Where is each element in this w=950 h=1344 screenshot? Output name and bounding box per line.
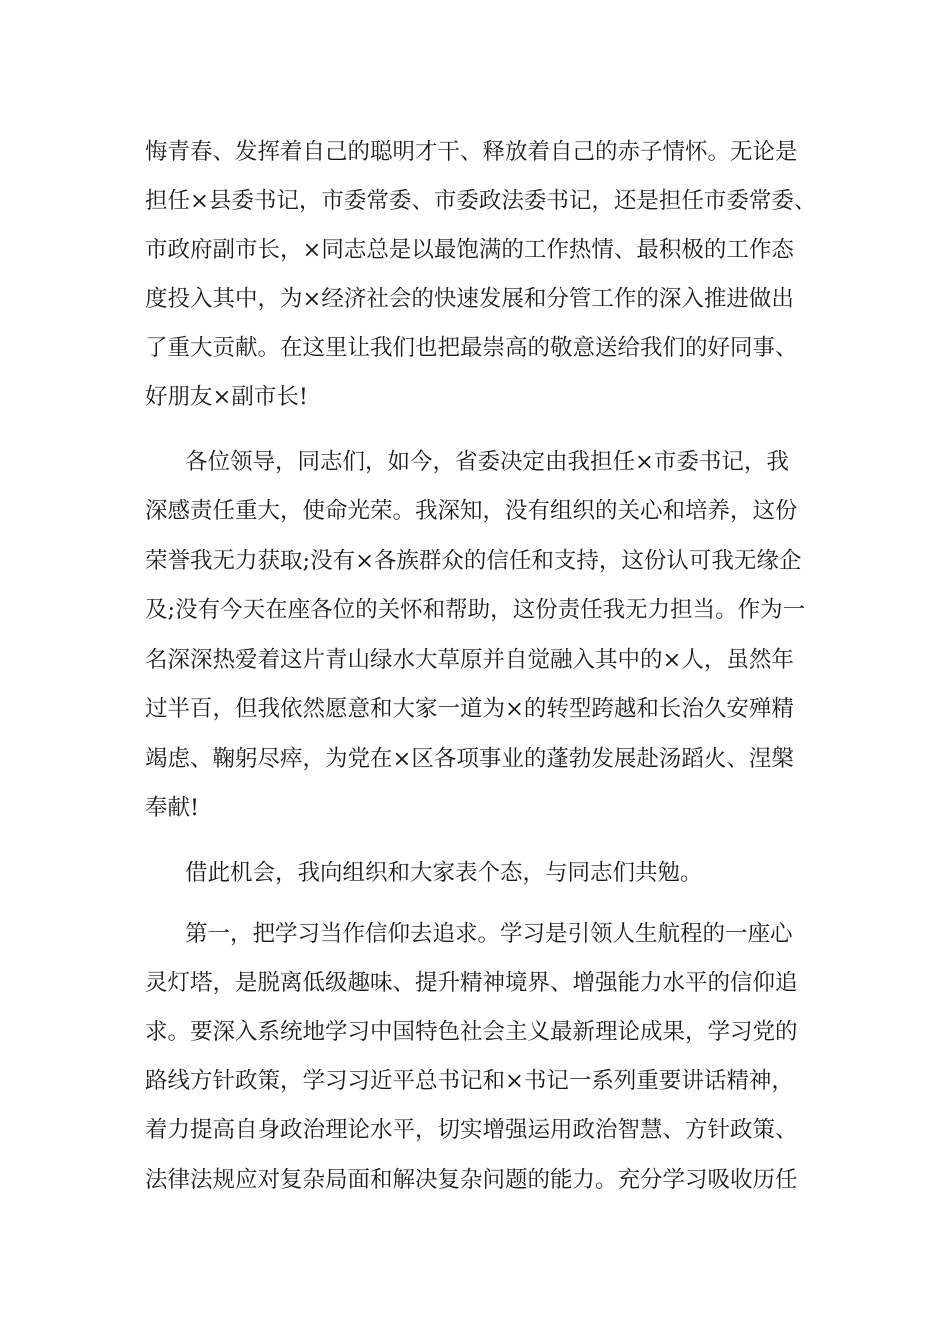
text-line-19: 路线方针政策，学习习近平总书记和×书记一系列重要讲话精神， <box>145 1068 794 1094</box>
text-line-4: 度投入其中，为×经济社会的快速发展和分管工作的深入推进做出 <box>145 286 794 312</box>
text-line-1: 悔青春、发挥着自己的聪明才干、释放着自己的赤子情怀。无论是 <box>145 139 798 165</box>
text-line-14: 奉献! <box>145 795 200 821</box>
text-line-17: 灵灯塔，是脱离低级趣味、提升精神境界、增强能力水平的信仰追 <box>145 970 798 996</box>
text-line-16: 第一，把学习当作信仰去追求。学习是引领人生航程的一座心 <box>185 921 793 947</box>
text-line-9: 荣誉我无力获取;没有×各族群众的信任和支持，这份认可我无缘企 <box>145 548 802 574</box>
text-line-21: 法律法规应对复杂局面和解决复杂问题的能力。充分学习吸收历任 <box>145 1167 798 1193</box>
text-line-8: 深感责任重大，使命光荣。我深知，没有组织的关心和培养，这份 <box>145 498 798 524</box>
text-line-18: 求。要深入系统地学习中国特色社会主义最新理论成果，学习党的 <box>145 1019 798 1045</box>
text-line-13: 竭虑、鞠躬尽瘁，为党在×区各项事业的蓬勃发展赴汤蹈火、涅槃 <box>145 746 794 772</box>
text-line-20: 着力提高自身政治理论水平，切实增强运用政治智慧、方针政策、 <box>145 1117 798 1143</box>
text-line-12: 过半百，但我依然愿意和大家一道为×的转型跨越和长治久安殚精 <box>145 696 794 722</box>
text-line-5: 了重大贡献。在这里让我们也把最崇高的敬意送给我们的好同事、 <box>145 335 798 361</box>
text-line-10: 及;没有今天在座各位的关怀和帮助，这份责任我无力担当。作为一 <box>145 597 806 623</box>
text-line-15: 借此机会，我向组织和大家表个态，与同志们共勉。 <box>185 860 703 886</box>
text-line-7: 各位领导，同志们，如今，省委决定由我担任×市委书记，我 <box>185 449 789 475</box>
text-line-3: 市政府副市长，×同志总是以最饱满的工作热情、最积极的工作态 <box>145 237 794 263</box>
text-line-2: 担任×县委书记，市委常委、市委政法委书记，还是担任市委常委、 <box>145 188 817 214</box>
text-line-6: 好朋友×副市长! <box>145 384 308 410</box>
text-line-11: 名深深热爱着这片青山绿水大草原并自觉融入其中的×人，虽然年 <box>145 647 794 673</box>
